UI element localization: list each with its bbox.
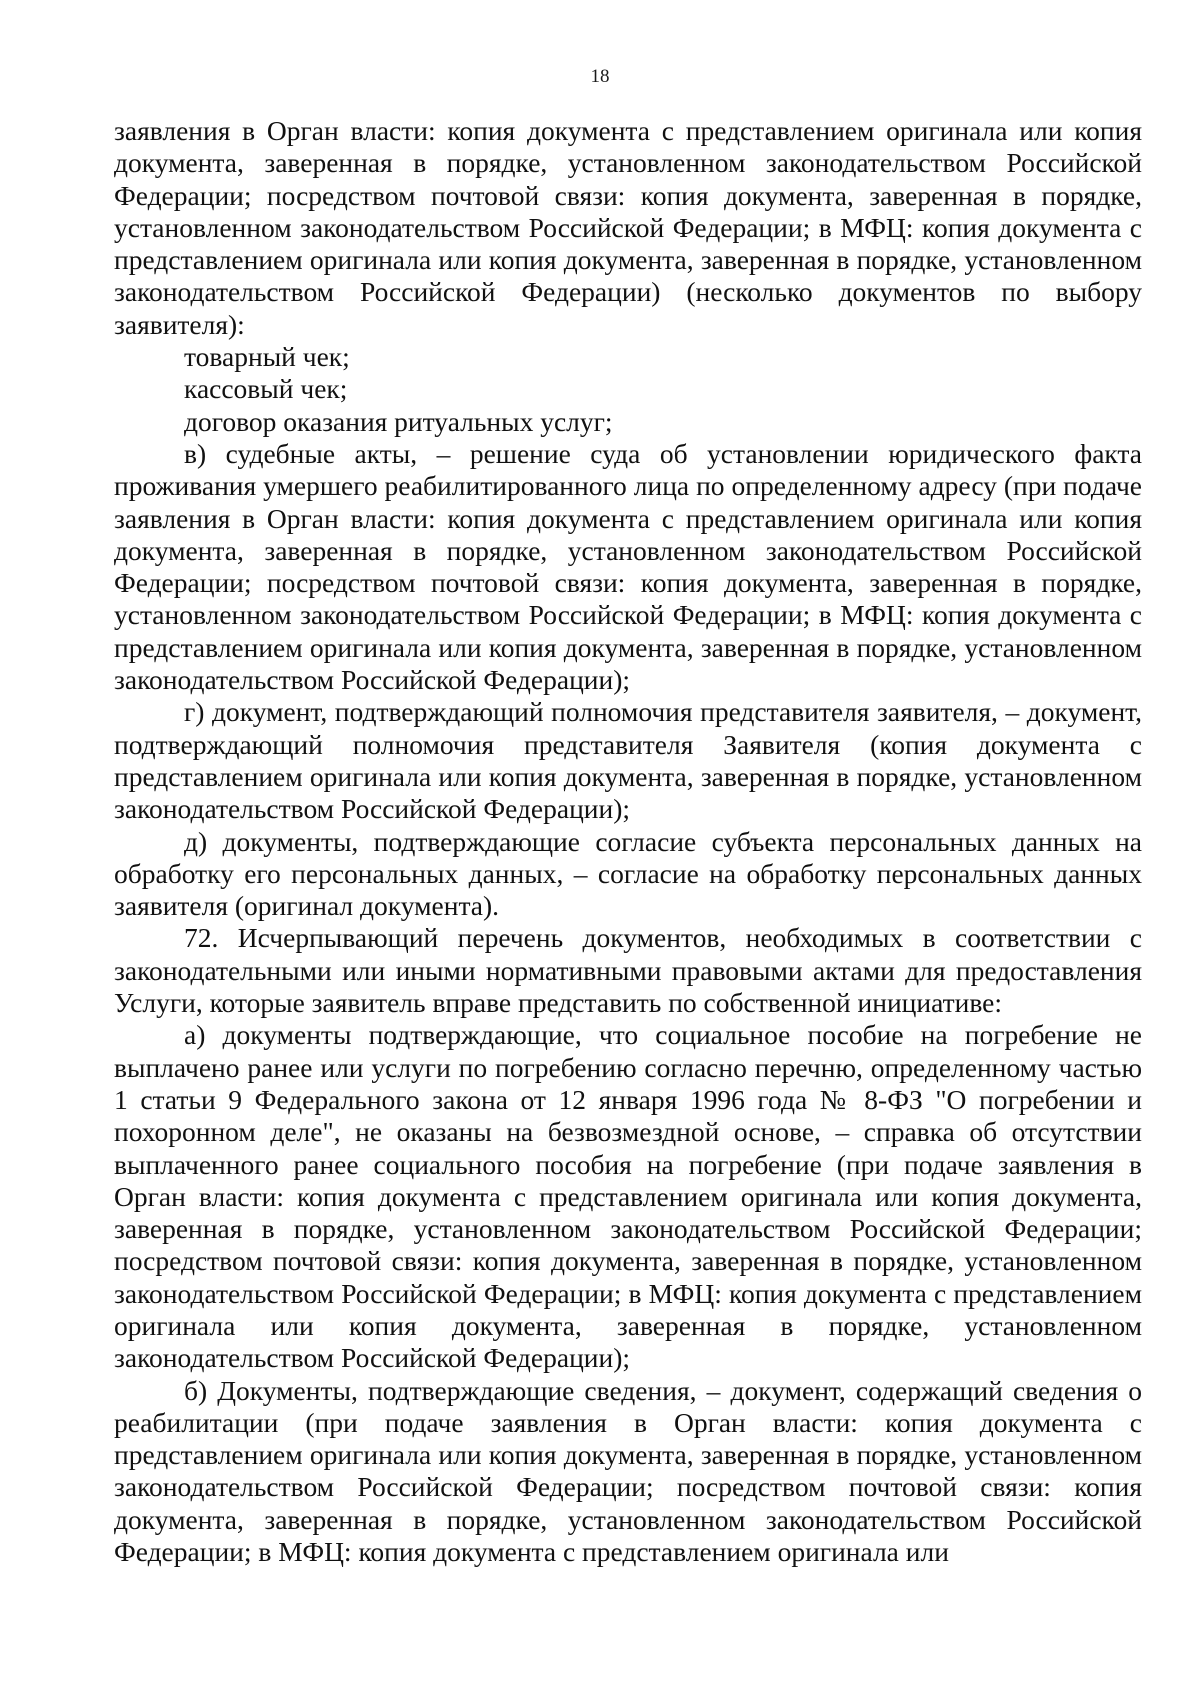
list-item-cash-receipt: кассовый чек; xyxy=(184,373,348,405)
paragraph-item-a: а) документы подтверждающие, что социальное пособие на погребение не выплачено ранее или услуги по погребению согласно перечню, определенному частью 1 статьи 9 Федерального закона от 12 января 1996 года № 8-ФЗ "О погребении и похоронном деле", не оказаны на безвозмездной основе, – справка об отсутствии выплаченного ранее социального пособия на погребение (при подаче заявления в Орган власти: копия документа с представлением оригинала или копия документа, заверенная в порядке, установленном законодательством Российской Федерации; посредством почтовой связи: копия документа, заверенная в порядке, установленном законодательством Российской Федерации; в МФЦ: копия документа с представлением оригинала или копия документа, заверенная в порядке, установленном законодательством Российской Федерации); xyxy=(114,1019,1142,1374)
paragraph-section-72: 72. Исчерпывающий перечень документов, необходимых в соответствии с законодательными или иными нормативными правовыми актами для предоставления Услуги, которые заявитель вправе представить по собственной инициативе: xyxy=(114,922,1142,1019)
paragraph-item-g: г) документ, подтверждающий полномочия представителя заявителя, – документ, подтверждающий полномочия представителя Заявителя (копия документа с представлением оригинала или копия документа, заверенная в порядке, установленном законодательством Российской Федерации); xyxy=(114,696,1142,825)
paragraph-item-b: б) Документы, подтверждающие сведения, – документ, содержащий сведения о реабилитации (при подаче заявления в Орган власти: копия документа с представлением оригинала или копия документа, заверенная в порядке, установленном законодательством Российской Федерации; посредством почтовой связи: копия документа, заверенная в порядке, установленном законодательством Российской Федерации; в МФЦ: копия документа с представлением оригинала или xyxy=(114,1374,1142,1568)
paragraph-item-d: д) документы, подтверждающие согласие субъекта персональных данных на обработку его персональных данных, – согласие на обработку персональных данных заявителя (оригинал документа). xyxy=(114,825,1142,922)
list-item-funeral-contract: договор оказания ритуальных услуг; xyxy=(184,405,613,437)
paragraph-continuation: заявления в Орган власти: копия документа с представлением оригинала или копия документа, заверенная в порядке, установленном законодательством Российской Федерации; посредством почтовой связи: копия документа, заверенная в порядке, установленном законодательством Российской Федерации; в МФЦ: копия документа с представлением оригинала или копия документа, заверенная в порядке, установленном законодательством Российской Федерации) (несколько документов по выбору заявителя): xyxy=(114,115,1142,340)
paragraph-item-v: в) судебные акты, – решение суда об установлении юридического факта проживания умершего реабилитированного лица по определенному адресу (при подаче заявления в Орган власти: копия документа с представлением оригинала или копия документа, заверенная в порядке, установленном законодательством Российской Федерации; посредством почтовой связи: копия документа, заверенная в порядке, установленном законодательством Российской Федерации; в МФЦ: копия документа с представлением оригинала или копия документа, заверенная в порядке, установленном законодательством Российской Федерации); xyxy=(114,437,1142,696)
list-item-sales-receipt: товарный чек; xyxy=(184,341,350,373)
page-number: 18 xyxy=(590,66,610,87)
document-body xyxy=(114,115,1142,1568)
